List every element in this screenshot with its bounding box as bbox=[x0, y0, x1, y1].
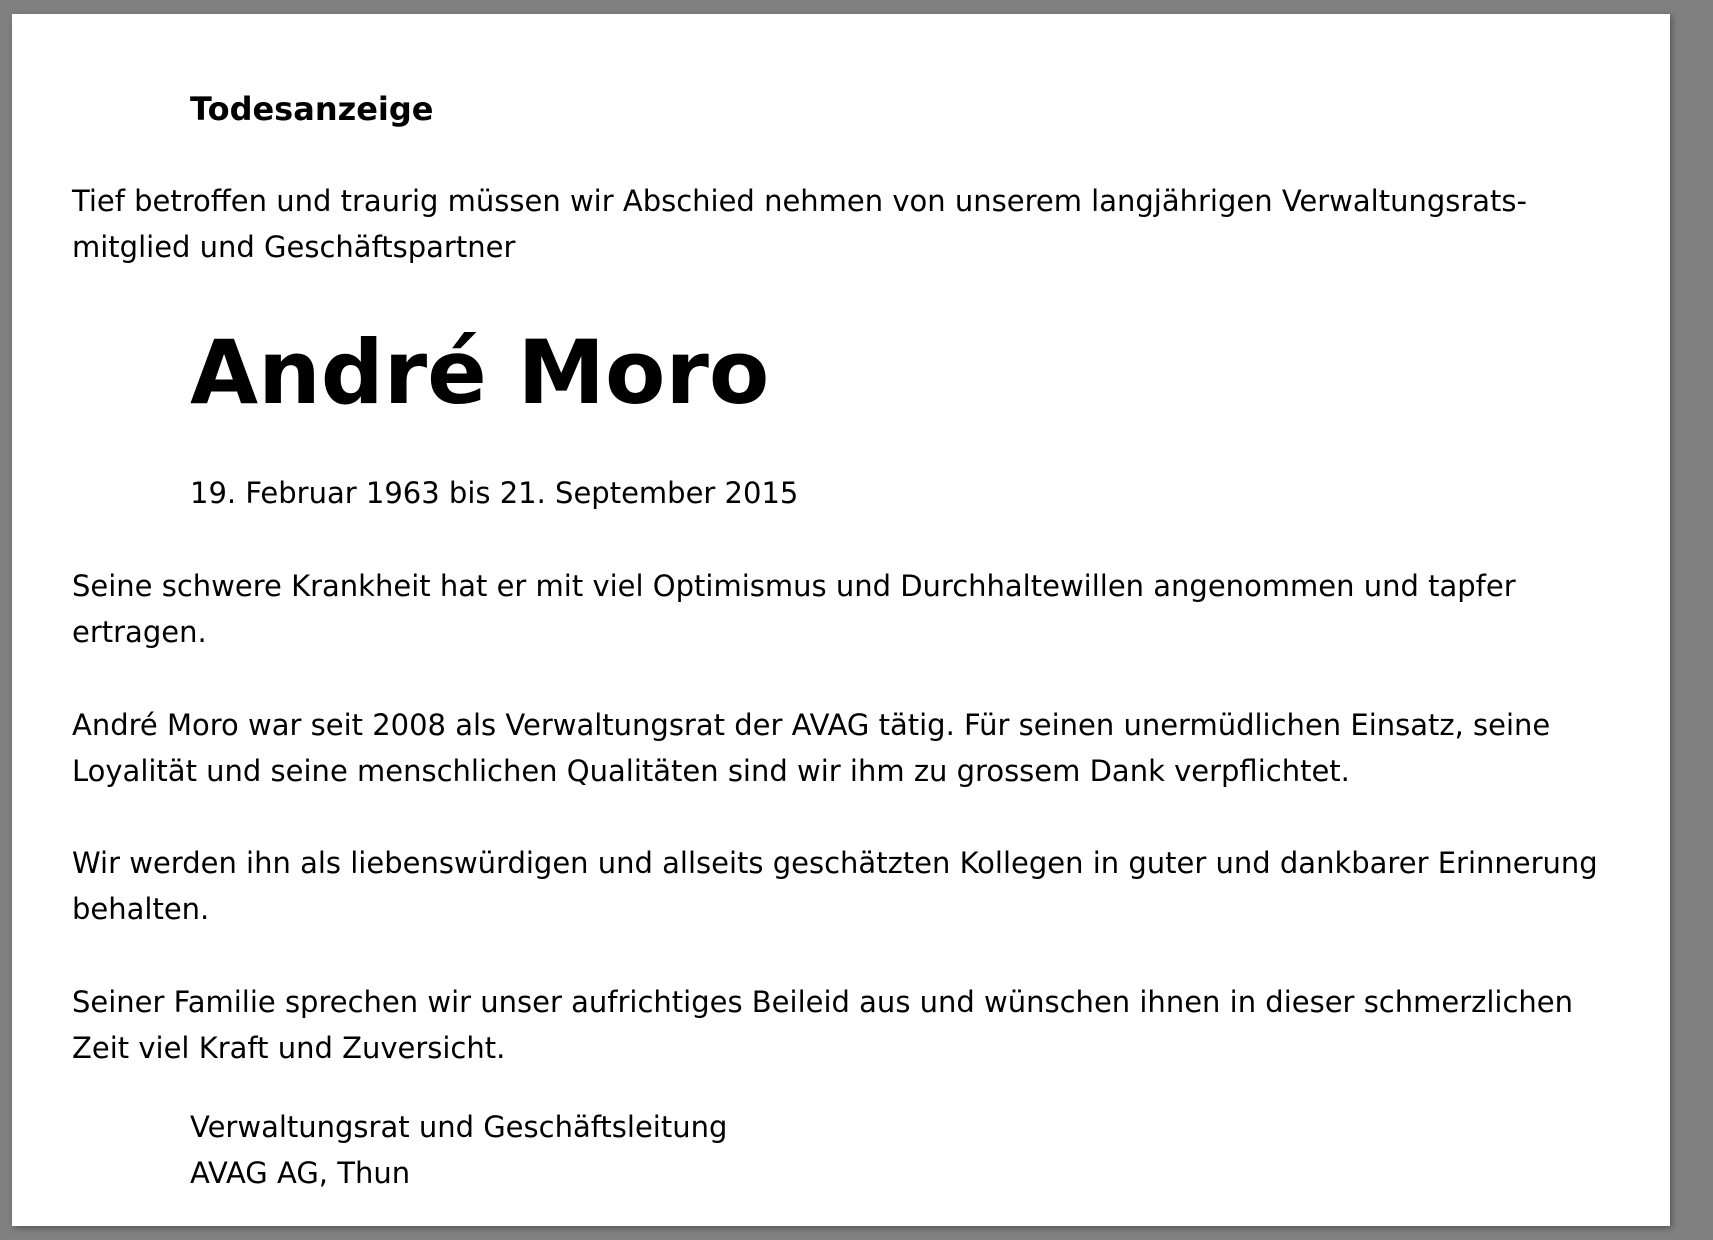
intro-line: Tief betroffen und traurig müssen wir Abschied nehmen von unserem langjährigen Verwaltungsrats- bbox=[72, 184, 1527, 218]
paragraph-condolences bbox=[72, 979, 1652, 1071]
paragraph-line: Zeit viel Kraft und Zuversicht. bbox=[72, 1031, 506, 1065]
life-dates: 19. Februar 1963 bis 21. September 2015 bbox=[190, 476, 799, 510]
paragraph-line: Seine schwere Krankheit hat er mit viel Optimismus und Durchhaltewillen angenommen und tapfer bbox=[72, 569, 1516, 603]
paragraph-line: Seiner Familie sprechen wir unser aufrichtiges Beileid aus und wünschen ihnen in dieser schmerzlichen bbox=[72, 985, 1574, 1019]
paragraph-illness bbox=[72, 563, 1652, 655]
signature-line: Verwaltungsrat und Geschäftsleitung bbox=[190, 1110, 728, 1144]
document-heading: Todesanzeige bbox=[190, 90, 434, 128]
paragraph-remembrance bbox=[72, 840, 1652, 932]
paragraph-line: ertragen. bbox=[72, 615, 207, 649]
signature-line: AVAG AG, Thun bbox=[190, 1156, 411, 1190]
intro-line: mitglied und Geschäftspartner bbox=[72, 230, 516, 264]
paragraph-service bbox=[72, 702, 1652, 794]
paragraph-line: André Moro war seit 2008 als Verwaltungsrat der AVAG tätig. Für seinen unermüdlichen Einsatz, seine bbox=[72, 708, 1551, 742]
paragraph-line: Wir werden ihn als liebenswürdigen und allseits geschätzten Kollegen in guter und dankbarer Erinnerung bbox=[72, 846, 1598, 880]
deceased-name: André Moro bbox=[190, 321, 770, 424]
paragraph-line: behalten. bbox=[72, 892, 210, 926]
intro-paragraph bbox=[72, 178, 1652, 270]
paragraph-line: Loyalität und seine menschlichen Qualitäten sind wir ihm zu grossem Dank verpflichtet. bbox=[72, 754, 1350, 788]
signature-block bbox=[190, 1104, 727, 1196]
document-page bbox=[12, 14, 1670, 1226]
